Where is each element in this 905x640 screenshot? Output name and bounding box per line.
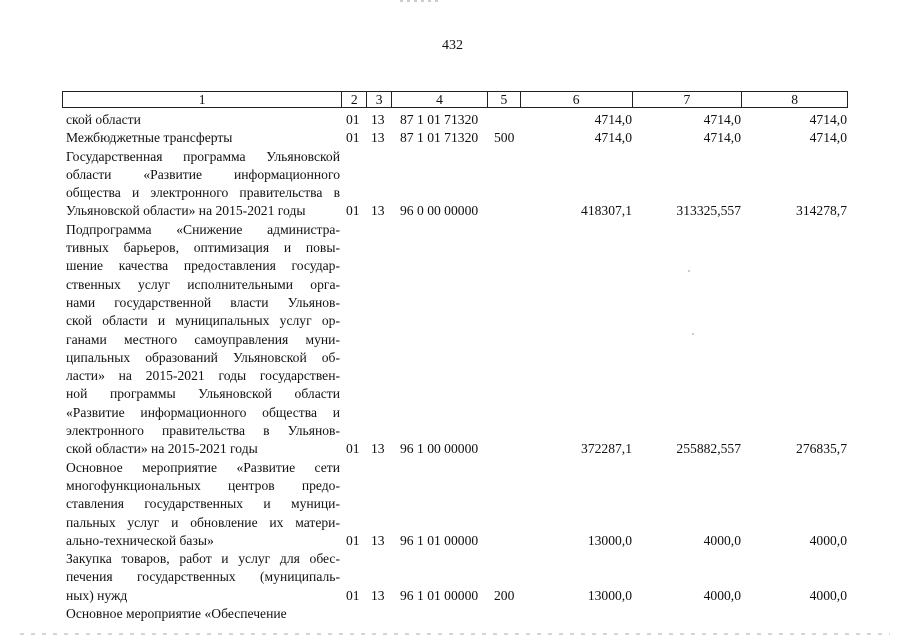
cell-col-7: 4714,0 [703, 130, 741, 146]
row-description [66, 459, 340, 550]
scan-speck [692, 333, 694, 335]
cell-col-7: 255882,557 [676, 441, 741, 457]
scan-artifact-top [400, 0, 440, 2]
row-description [66, 605, 340, 623]
cell-col-3: 13 [371, 587, 385, 603]
description-line: ально-технической базы» [66, 532, 214, 548]
description-line: пальных услуг и обновление их матери- [66, 514, 340, 530]
cell-col-2: 01 [346, 441, 360, 457]
cell-col-6: 4714,0 [594, 112, 632, 127]
cell-col-2: 01 [346, 203, 360, 219]
cell-col-4: 87 1 01 71320 [400, 112, 479, 127]
cell-col-3: 13 [371, 112, 385, 127]
column-header-5: 5 [488, 92, 521, 107]
description-line: Закупка товаров, работ и услуг для обес- [66, 551, 340, 567]
description-line: ской области и муниципальных услуг ор- [66, 313, 340, 329]
cell-col-6: 4714,0 [594, 130, 632, 146]
description-line: «Развитие информационного общества и [66, 404, 340, 420]
page-number: 432 [442, 38, 463, 53]
row-description [66, 550, 340, 605]
column-header-2: 2 [342, 92, 367, 107]
cell-col-3: 13 [371, 203, 385, 219]
column-header-7: 7 [633, 92, 743, 107]
cell-col-5: 200 [494, 587, 515, 603]
description-line: ных) нужд [66, 587, 128, 603]
description-line: Межбюджетные трансферты [66, 130, 233, 146]
description-line: ставления государственных и муници- [66, 496, 340, 512]
cell-col-8: 4000,0 [809, 587, 847, 603]
cell-col-3: 13 [371, 130, 385, 146]
description-line: ственных услуг исполнительными орга- [66, 276, 340, 292]
cell-col-4: 87 1 01 71320 [400, 130, 479, 146]
cell-col-4: 96 1 01 00000 [400, 587, 479, 603]
description-line: общества и электронного правительства в [66, 185, 340, 201]
cell-col-2: 01 [346, 112, 360, 127]
description-line: шение качества предоставления государ- [66, 258, 340, 274]
cell-col-7: 4000,0 [703, 587, 741, 603]
scan-artifact-bottom [20, 633, 890, 635]
column-header-8: 8 [791, 92, 799, 107]
cell-col-2: 01 [346, 587, 360, 603]
cell-col-2: 01 [346, 532, 360, 548]
cell-col-7: 4000,0 [703, 532, 741, 548]
description-line: ской области [66, 112, 141, 127]
table-row [0, 550, 905, 605]
table-row [0, 129, 905, 147]
cell-col-3: 13 [371, 441, 385, 457]
cell-col-5: 500 [494, 130, 515, 146]
cell-col-2: 01 [346, 130, 360, 146]
cell-col-8: 276835,7 [796, 441, 847, 457]
description-line: печения государственных (муниципаль- [66, 569, 340, 585]
description-line: ной программы Ульяновской области [66, 386, 340, 402]
cell-col-6: 13000,0 [587, 532, 632, 548]
row-description [66, 221, 340, 459]
table-header [62, 91, 848, 108]
row-description [66, 111, 340, 129]
table-row [0, 459, 905, 551]
description-line: Основное мероприятие «Развитие сети [66, 459, 340, 475]
description-line: ласти» на 2015-2021 годы государствен- [66, 368, 340, 384]
column-header-4: 4 [392, 92, 488, 107]
row-description [66, 148, 340, 221]
cell-col-4: 96 0 00 00000 [400, 203, 479, 219]
description-line: электронного правительства в Ульянов- [66, 423, 340, 439]
cell-col-4: 96 1 01 00000 [400, 532, 479, 548]
column-header-6: 6 [521, 92, 633, 107]
description-line: Подпрограмма «Снижение администра- [66, 221, 340, 237]
cell-col-6: 13000,0 [587, 587, 632, 603]
description-line: ской области» на 2015-2021 годы [66, 441, 258, 457]
cell-col-8: 4714,0 [809, 112, 847, 127]
table-row [0, 221, 905, 459]
cell-col-6: 418307,1 [581, 203, 632, 219]
cell-col-4: 96 1 00 00000 [400, 441, 479, 457]
description-line: ганами местного самоуправления муни- [66, 331, 340, 347]
table-row [0, 605, 905, 623]
scan-speck [688, 270, 690, 272]
cell-col-8: 4714,0 [809, 130, 847, 146]
description-line: Ульяновской области» на 2015-2021 годы [66, 203, 306, 219]
description-line: тивных барьеров, оптимизация и повы- [66, 240, 340, 256]
cell-col-3: 13 [371, 532, 385, 548]
description-line: области «Развитие информационного [66, 166, 340, 182]
cell-col-8: 314278,7 [796, 203, 847, 219]
table-row [0, 148, 905, 221]
cell-col-7: 4714,0 [703, 112, 741, 127]
column-header-1: 1 [63, 92, 342, 107]
description-line: Государственная программа Ульяновской [66, 148, 340, 164]
cell-col-8: 4000,0 [809, 532, 847, 548]
description-line: Основное мероприятие «Обеспечение [66, 606, 287, 622]
description-line: многофункциональных центров предо- [66, 477, 340, 493]
cell-col-7: 313325,557 [676, 203, 741, 219]
description-line: нами государственной власти Ульянов- [66, 294, 340, 310]
table-row [0, 111, 905, 129]
cell-col-6: 372287,1 [581, 441, 632, 457]
column-header-3: 3 [367, 92, 392, 107]
description-line: ципальных образований Ульяновской об- [66, 349, 340, 365]
row-description [66, 129, 340, 147]
